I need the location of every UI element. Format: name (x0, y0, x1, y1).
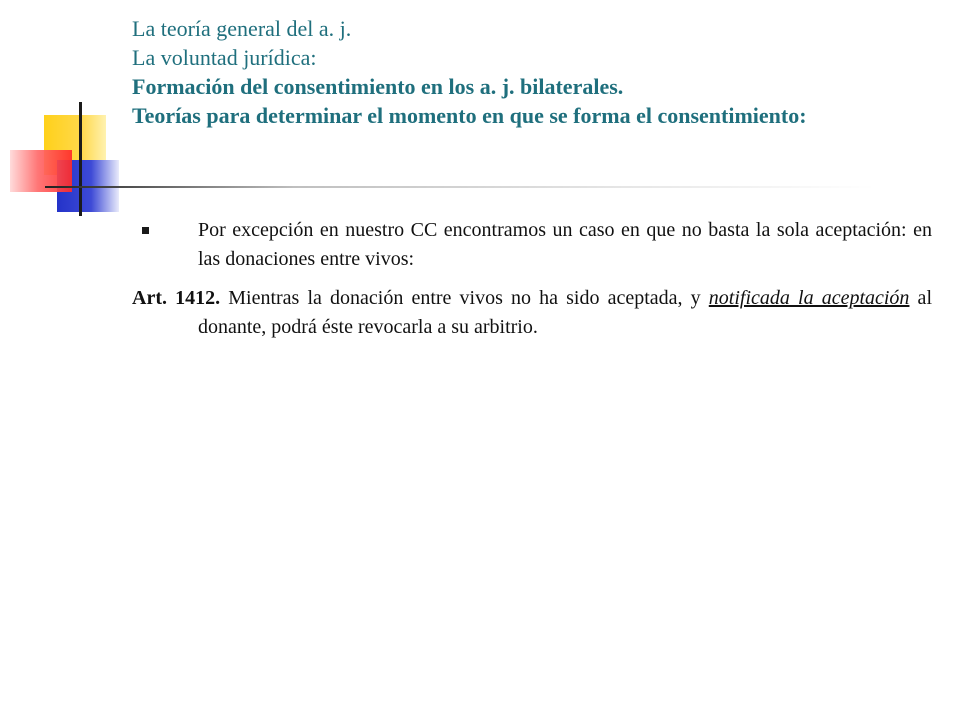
title-line-3: Formación del consentimiento en los a. j. bilaterales. (132, 74, 624, 99)
title-line-4: Teorías para determinar el momento en que se forma el consentimiento: (132, 103, 807, 128)
square-bullet-icon (142, 227, 149, 234)
article-label: Art. 1412. (132, 287, 221, 309)
article-paragraph (132, 284, 932, 342)
bullet-item-text: Por excepción en nuestro CC encontramos un caso en que no basta la sola aceptación: en las donaciones entre vivos: (198, 219, 932, 270)
vertical-rule-decoration (79, 102, 82, 216)
slide-body (132, 216, 932, 342)
title-underline-rule (45, 186, 875, 188)
title-line-2: La voluntad jurídica: (132, 45, 317, 70)
slide-title (132, 14, 932, 130)
title-line-1: La teoría general del a. j. (132, 16, 352, 41)
article-text-after: al donante, podrá éste revocarla a su arbitrio. (198, 287, 932, 338)
bullet-item (132, 216, 932, 274)
article-underlined-text: notificada la aceptación (708, 287, 910, 309)
article-text-before: Mientras la donación entre vivos no ha sido aceptada, y (220, 287, 709, 309)
